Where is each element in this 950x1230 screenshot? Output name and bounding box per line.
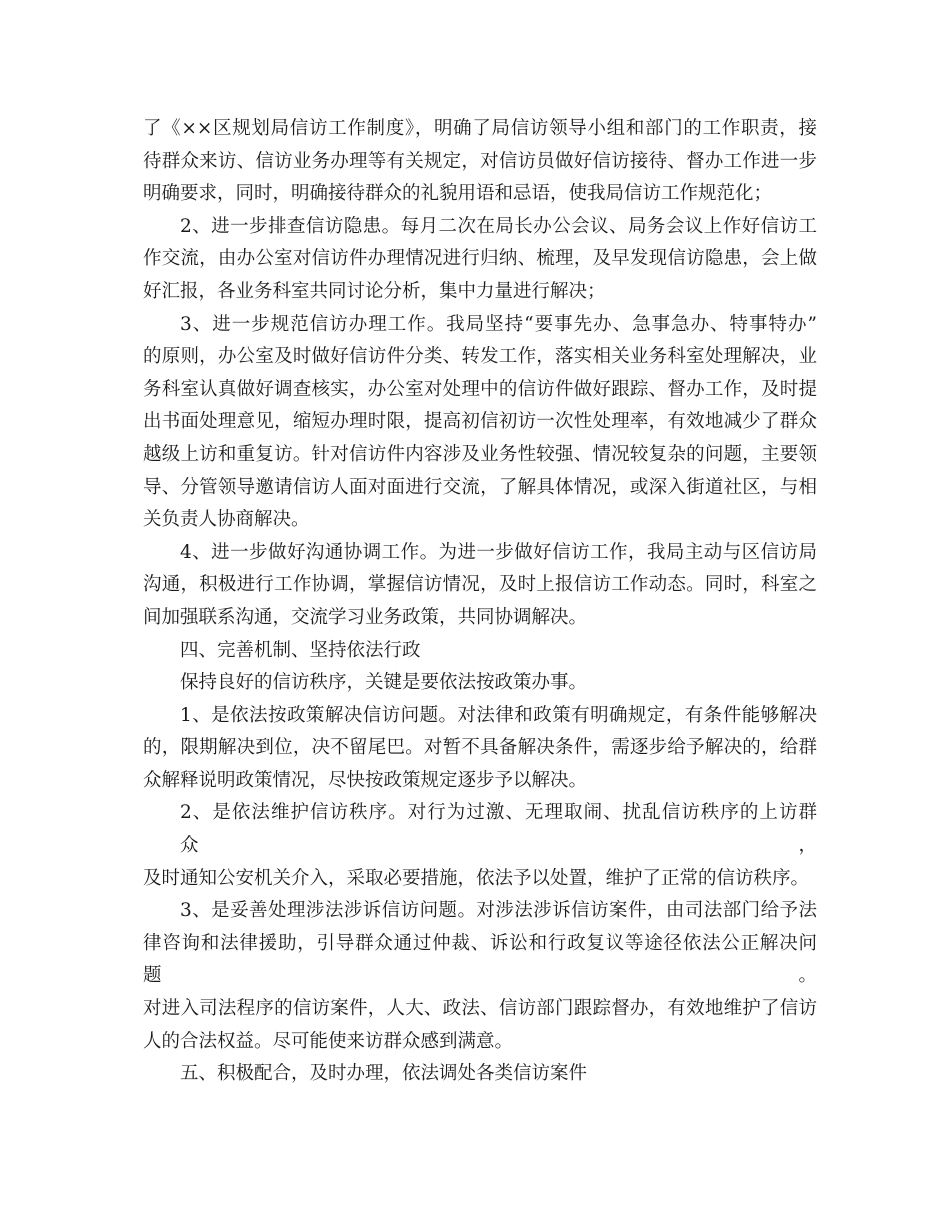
- section-heading: 四、完善机制、坚持依法行政: [180, 639, 421, 661]
- text-line: 及时通知公安机关介入，采取必要措施，依法予以处置，维护了正常的信访秩序。: [143, 867, 810, 889]
- text-line: 务科室认真做好调查核实，办公室对处理中的信访件做好跟踪、督办工作，及时提: [143, 378, 817, 400]
- paragraph-6: [143, 700, 817, 798]
- paragraph-3: [143, 309, 817, 537]
- section-heading: 五、积极配合，及时办理，依法调处各类信访案件: [180, 1063, 588, 1085]
- text-line: 2、进一步排查信访隐患。每月二次在局长办公会议、局务会议上作好信访工: [180, 215, 817, 237]
- text-line: 保持良好的信访秩序，关键是要依法按政策办事。: [180, 672, 588, 694]
- text-line: 好汇报，各业务科室共同讨论分析，集中力量进行解决；: [143, 280, 606, 302]
- text-line: 关负责人协商解决。: [143, 509, 310, 531]
- text-line: 越级上访和重复访。针对信访件内容涉及业务性较强、情况较复杂的问题，主要领: [143, 443, 817, 465]
- section-heading-5: [143, 1058, 817, 1091]
- section-heading-4: [143, 635, 817, 668]
- text-line: 3、是妥善处理涉法涉诉信访问题。对涉法涉诉信访案件，由司法部门给予法: [180, 900, 817, 922]
- paragraph-7: [143, 797, 817, 895]
- paragraph-1: [143, 113, 817, 211]
- text-line: 2、是依法维护信访秩序。对行为过激、无理取闹、扰乱信访秩序的上访群众，: [180, 802, 817, 857]
- text-line: 律咨询和法律援助，引导群众通过仲裁、诉讼和行政复议等途径依法公正解决问题。: [143, 932, 817, 987]
- paragraph-2: [143, 211, 817, 309]
- text-line: 出书面处理意见，缩短办理时限，提高初信初访一次性处理率，有效地减少了群众: [143, 411, 817, 433]
- text-line: 人的合法权益。尽可能使来访群众感到满意。: [143, 1030, 514, 1052]
- document-body: [143, 113, 817, 1091]
- paragraph-5: [143, 667, 817, 700]
- text-line: 3、进一步规范信访办理工作。我局坚持“要事先办、急事急办、特事特办”: [180, 313, 817, 335]
- text-line: 导、分管领导邀请信访人面对面进行交流，了解具体情况，或深入街道社区，与相: [143, 476, 817, 498]
- paragraph-8: [143, 895, 817, 1058]
- text-line: 作交流，由办公室对信访件办理情况进行归纳、梳理，及早发现信访隐患，会上做: [143, 248, 817, 270]
- text-line: 众解释说明政策情况，尽快按政策规定逐步予以解决。: [143, 769, 588, 791]
- text-line: 明确要求，同时，明确接待群众的礼貌用语和忌语，使我局信访工作规范化；: [143, 183, 773, 205]
- text-line: 的，限期解决到位，决不留尾巴。对暂不具备解决条件，需逐步给予解决的，给群: [143, 737, 817, 759]
- text-line: 对进入司法程序的信访案件，人大、政法、信访部门跟踪督办，有效地维护了信访: [143, 998, 817, 1020]
- text-line: 了《××区规划局信访工作制度》，明确了局信访领导小组和部门的工作职责，接: [143, 118, 817, 139]
- text-line: 1、是依法按政策解决信访问题。对法律和政策有明确规定，有条件能够解决: [180, 704, 817, 726]
- text-line: 待群众来访、信访业务办理等有关规定，对信访员做好信访接待、督办工作进一步: [143, 150, 817, 172]
- text-line: 间加强联系沟通，交流学习业务政策，共同协调解决。: [143, 606, 588, 628]
- text-line: 的原则，办公室及时做好信访件分类、转发工作，落实相关业务科室处理解决，业: [143, 346, 817, 368]
- text-line: 4、进一步做好沟通协调工作。为进一步做好信访工作，我局主动与区信访局: [180, 541, 817, 563]
- text-line: 沟通，积极进行工作协调，掌握信访情况，及时上报信访工作动态。同时，科室之: [143, 574, 817, 596]
- paragraph-4: [143, 537, 817, 635]
